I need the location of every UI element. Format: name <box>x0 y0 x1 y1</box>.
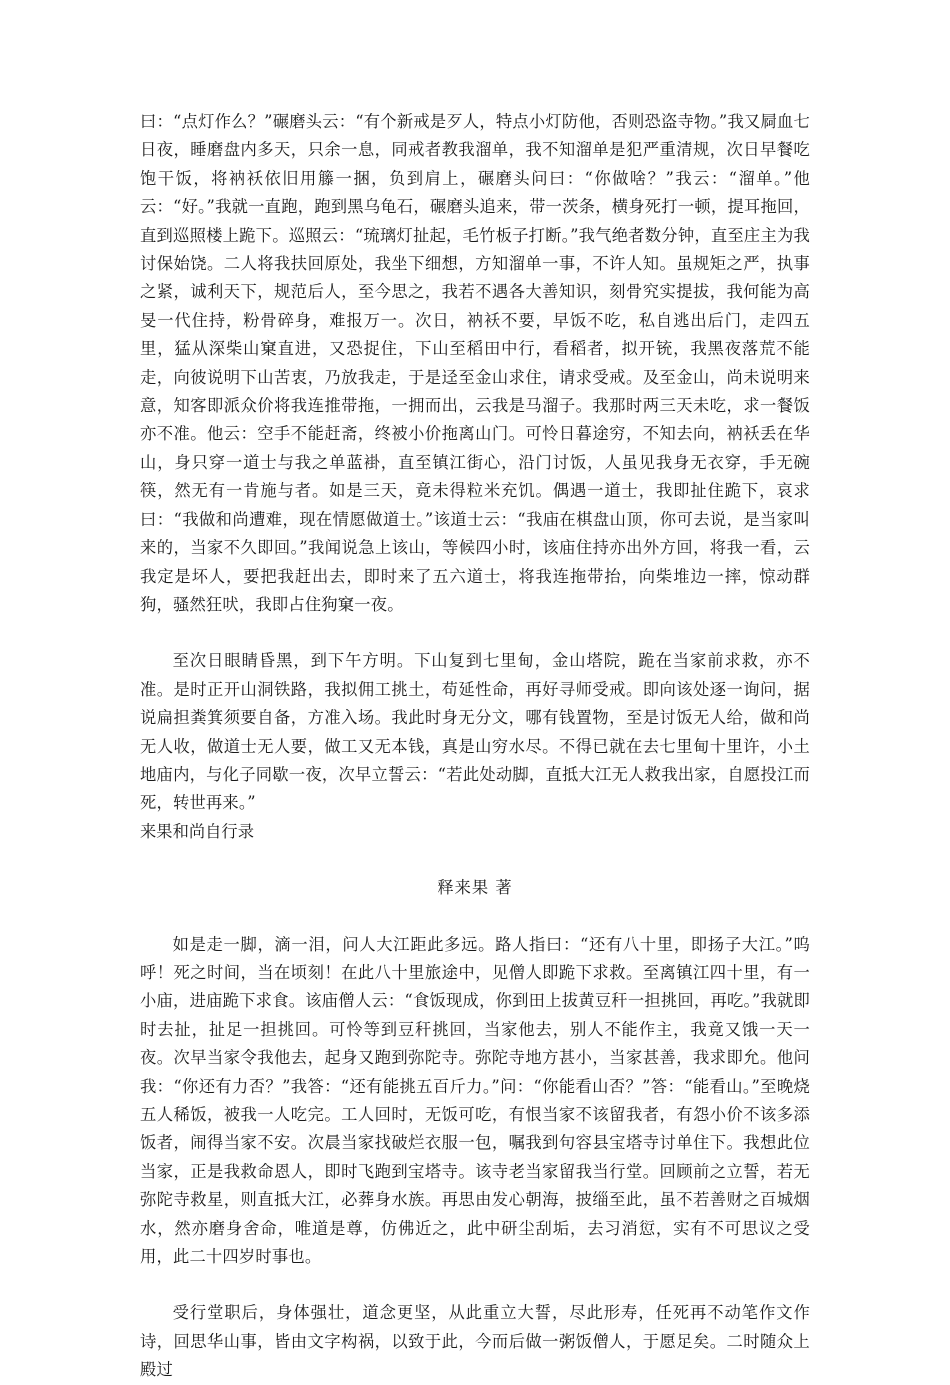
paragraph-gap <box>140 1271 810 1299</box>
paragraph-2: 至次日眼睛昏黑，到下午方明。下山复到七里甸，金山塔院，跪在当家前求救，亦不准。是时正开山洞铁路，我拟佣工挑土，苟延性命，再好寻师受戒。即向该处逐一询问，据说扁担粪箕须要自备，方准入场。我此时身无分文，哪有钱置物，至是讨饭无人给，做和尚无人收，做道士无人要，做工又无本钱，真是山穷水尽。不得已就在去七里甸十里许，小土地庙内，与化子同歇一夜，次早立誓云：“若此处动脚，直抵大江无人救我出家，自愿投江而死，转世再来。” <box>140 651 810 813</box>
document-page <box>140 108 810 1385</box>
author-line: 释来果 著 <box>437 878 513 898</box>
paragraph-gap <box>140 619 810 647</box>
section-title: 来果和尚自行录 <box>140 821 254 841</box>
paragraph-3: 如是走一脚，滴一泪，问人大江距此多远。路人指曰：“还有八十里，即扬子大江。”呜呼！死之时间，当在顷刻！在此八十里旅途中，见僧人即跪下求救。至离镇江四十里，有一小庙，进庙跪下求食。该庙僧人云：“食饭现成，你到田上拔黄豆秆一担挑回，再吃。”我就即时去扯，扯足一担挑回。可怜等到豆秆挑回，当家他去，别人不能作主，我竟又饿一天一夜。次早当家令我他去，起身又跑到弥陀寺。弥陀寺地方甚小，当家甚善，我求即允。他问我：“你还有力否？”我答：“还有能挑五百斤力。”问：“你能看山否？”答：“能看山。”至晚烧五人稀饭，被我一人吃完。工人回时，无饭可吃，有恨当家不该留我者，有怨小价不该多添饭者，闹得当家不安。次晨当家找破烂衣服一包，嘱我到句容县宝塔寺讨单住下。我想此位当家，正是我救命恩人，即时飞跑到宝塔寺。该寺老当家留我当行堂。回顾前之立誓，若无弥陀寺救星，则直抵大江，必葬身水族。再思由发心朝海，披缁至此，虽不若善财之百城烟水，然亦磨身舍命，唯道是尊，仿佛近之，此中研尘刮垢，去习消愆，实有不可思议之受用，此二十四岁时事也。 <box>140 934 810 1267</box>
paragraph-4: 受行堂职后，身体强壮，道念更坚，从此重立大誓，尽此形寿，任死再不动笔作文作诗，回思华山事，皆由文字构祸，以致于此，今而后做一粥饭僧人，于愿足矣。二时随众上殿过 <box>140 1303 810 1380</box>
author-gap <box>140 903 810 931</box>
paragraph-1: 曰：“点灯作么？”碾磨头云：“有个新戒是歹人，特点小灯防他，否则恐盗寺物。”我又屙血七日夜，睡磨盘内多天，只余一息，同戒者教我溜单，我不知溜单是犯严重清规，次日早餐吃饱干饭，将衲袄依旧用籐一捆，负到肩上，碾磨头问曰：“你做啥？”我云：“溜单。”他云：“好。”我就一直跑，跑到黑乌龟石，碾磨头追来，带一茨条，横身死打一顿，提耳拖回，直到巡照楼上跪下。巡照云：“琉璃灯扯起，毛竹板子打断。”我气绝者数分钟，直至庄主为我讨保始饶。二人将我扶回原处，我坐下细想，方知溜单一事，不许人知。虽规矩之严，执事之紧，诚利天下，规范后人，至今思之，我若不遇各大善知识，刻骨究实提拔，我何能为高旻一代住持，粉骨碎身，难报万一。次日，衲袄不要，早饭不吃，私自逃出后门，走四五里，猛从深柴山窠直进，又恐捉住，下山至稻田中行，看稻者，拟开铳，我黑夜落荒不能走，向彼说明下山苦衷，乃放我走，于是迳至金山求住，请求受戒。及至金山，尚未说明来意，知客即派众价将我连推带拖，一拥而出，云我是马溜子。我那时两三天未吃，求一餐饭亦不准。他云：空手不能赶斋，终被小价拖离山门。可怜日暮途穷，不知去向，衲袄丢在华山，身只穿一道士与我之单蓝褂，直至镇江街心，沿门讨饭，人虽见我身无衣穿，手无碗筷，然无有一肯施与者。如是三天，竟未得粒米充饥。偶遇一道士，我即扯住跪下，哀求曰：“我做和尚遭难，现在情愿做道士。”该道士云：“我庙在棋盘山顶，你可去说，是当家叫来的，当家不久即回。”我闻说急上该山，等候四小时，该庙住持亦出外方回，将我一看，云我定是坏人，要把我赶出去，即时来了五六道士，将我连拖带抬，向柴堆边一摔，惊动群狗，骚然狂吠，我即占住狗窠一夜。 <box>140 112 810 614</box>
heading-gap <box>140 846 810 874</box>
